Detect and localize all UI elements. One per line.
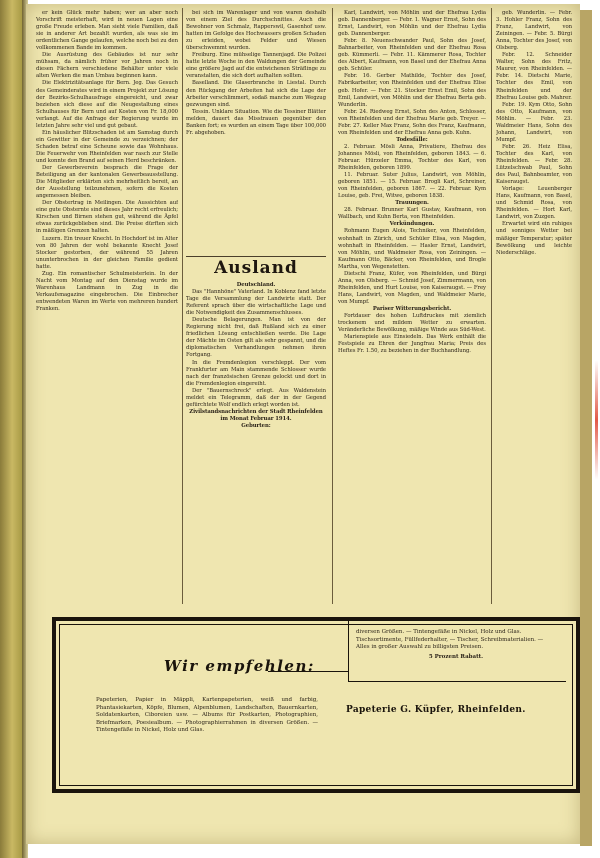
zivilstand-heading: Zivilstandsnachrichten der Stadt Rheinfelden im Monat Februar 1914. bbox=[189, 408, 323, 422]
article-paragraph: Baselland. Die Glaserbranche in Liestal. Durch den Rückgang der Arbeiten hat sich die Lage der Arbeiter verschlimmert, sodaß manche zum Wegzug gezwungen sind. bbox=[186, 80, 326, 108]
article-paragraph: Freiburg. Eine mühselige Tannenjagd. Die Polizei hatte letzte Woche in den Waldungen der Gemeinde eine größere Jagd auf die entwichenen Sträflinge zu veranstalten, die sich dort aufhalten sollten. bbox=[186, 52, 326, 80]
article-paragraph: In die Fremdenlegion verschleppt. Der vom Frankfurter am Main stammende Schlosser wurde nach der französischen Grenze gelockt und dort in die Fremdenlegion eingereiht. bbox=[186, 359, 326, 387]
advertisement-box bbox=[52, 617, 580, 793]
birth-entry: Karl, Landwirt, von Möhlin und der Ehefrau Lydia geb. Dannenberger. — Febr. 1. Wagner Ernst, Sohn des Ernst, Landwirt, von Möhlin und der Ehefrau Lydia geb. Dannenberger. bbox=[338, 10, 486, 38]
ad-title: Wir empfehlen: bbox=[164, 657, 315, 675]
ad-divider-horizontal bbox=[348, 681, 566, 682]
article-paragraph: Zug. Ein romantischer Schulmeisterlein. In der Nacht vom Montag auf den Dienstag wurde im Warenhaus Landmann in Zug in die Verkaufsmagazine eingebrochen. Die Einbrecher entwendeten Waren im Werte von mehreren hundert Franken. bbox=[36, 270, 178, 312]
article-paragraph: Ein häuslicher Blitzschaden ist am Samstag durch ein Gewitter in der Gemeinde zu verzeichnen; der Schaden betraf eine Scheune sowie das Wohnhaus. Die Feuerwehr von Rheinfelden war rasch zur Stelle und konnte den Brand auf seinen Herd beschränken. bbox=[36, 129, 178, 164]
ausland-heading: Ausland bbox=[214, 258, 298, 278]
ad-divider-vertical bbox=[348, 621, 349, 681]
trauungen-heading: Trauungen. bbox=[395, 200, 429, 207]
column-4 bbox=[496, 10, 572, 602]
todesfaelle-heading: Todesfälle: bbox=[396, 136, 428, 143]
column-rule-3 bbox=[491, 8, 492, 604]
verkuendungen-heading: Verkündungen. bbox=[389, 221, 435, 228]
ad-left-text: Papeterien, Papier in Mäppli, Kartenpapeterien, weiß und farbig, Phantasiekarten, Köpfe, Blumen, Alpenblumen, Landschaften, Bauernkarten, Soldatenkarten, Ciboreien usw. — Albums für Postkarten, Photographien, Briefmarken, Poesiealbum. — Photographierrahmen in diversen Größen. — Tintengefäße in Nickel, Holz und Glas. bbox=[96, 697, 318, 734]
column-rule-1 bbox=[182, 8, 183, 604]
death-entry: 2. Februar. Mösli Anna, Privatiere, Ehefrau des Johannes Mösli, von Rheinfelden, geboren 1843. — 6. Februar. Hürzeler Emma, Tochter des Karl, von Rheinfelden, geboren 1899. bbox=[338, 143, 486, 172]
article-paragraph: er kein Glück mehr haben; wer an aber noch Vorschrift meisterhaft, wird in neuen Lagen eine große Freude erleben. Man sieht viele Familien, daß sie in anderer Art bezahlt wurden, als was sie im ordentlichen Gange gelaufen, welche noch bei zu den vollkommenen Bande im kommen. bbox=[36, 10, 178, 52]
birth-entry: Febr. 24. Riedweg Ernst, Sohn des Anton, Schlosser, von Rheinfelden und der Ehefrau Marie geb. Treyer. — Febr. 27. Keller Max Franz, Sohn des Franz, Kaufmann, von Rheinfelden und der Ehefrau Anna geb. Kuhn. bbox=[338, 108, 486, 136]
geburten-heading: Geburten: bbox=[241, 422, 271, 429]
ad-right-body: diversen Größen. — Tintengefäße in Nickel, Holz und Glas. Tischsortimente, Füllfederhalter, — Tischer, Schreibmaterialien. — Alles in großer Auswahl zu billigsten Preisen. bbox=[356, 629, 544, 651]
article-paragraph: Luzern. Ein treuer Knecht. In Hochdorf ist im Alter von 80 Jahren der wohl bekannte Knecht Josef Stocker gestorben, der während 55 Jahren ununterbrochen in der gleichen Familie gedient hatte. bbox=[36, 235, 178, 270]
birth-entry: Febr. 16. Gerber Mathilde, Tochter des Josef, Fabrikarbeiter, von Rheinfelden und der Ehefrau Elise geb. Hofer. — Febr. 21. Stocker Ernst Emil, Sohn des Emil, Landwirt, von Möhlin und der Ehefrau Berta geb. Wunderlin. bbox=[338, 73, 486, 108]
page-edge-right bbox=[580, 10, 592, 846]
column-1 bbox=[36, 10, 178, 602]
article-paragraph: Febr. 12. Schneider Walter, Sohn des Fritz, Maurer, von Rheinfelden. — Febr. 14. Dietschi Marie, Tochter des Emil, von Rheinfelden und der Ehefrau Louise geb. Mahrer. bbox=[496, 52, 572, 101]
weather-paragraph: Fortdauer des hohen Luftdruckes mit ziemlich trockenem und mildem Wetter zu erwarten. Veränderliche Bewölkung, mäßige Winde aus Süd-West. bbox=[338, 313, 486, 334]
article-paragraph: Deutsche Belagerungen. Man ist von der Regierung nicht frei, daß Rußland sich zu einer friedlichen Lösung entschließen werde. Die Lage der Mächte im Osten gilt als sehr gespannt, und die diplomatischen Verhandlungen nehmen ihren Fortgang. bbox=[186, 317, 326, 359]
article-paragraph: Der Obstertrag in Meilingen. Die Aussichten auf eine gute Obsternte sind dieses Jahr recht erfreulich; Kirschen und Birnen stehen gut, während die Äpfel etwas zurückgeblieben sind. Die Preise dürften sich in mäßigen Grenzen halten. bbox=[36, 200, 178, 235]
announcement-entry: Dietschi Franz, Küfer, von Rheinfelden, und Bürgi Anna, von Olsberg. — Schmid Josef, Zimmermann, von Rheinfelden, und Hurt Louise, von Kaiseraugst. — Frey Hans, Landwirt, von Magden, und Waldmeier Marie, von Mumpf. bbox=[338, 270, 486, 305]
article-paragraph: geb. Wunderlin. — Febr. 3. Hohler Franz, Sohn des Franz, Landwirt, von Zeiningen. — Febr. 5. Bürgi Anna, Tochter des Josef, von Olsberg. bbox=[496, 10, 572, 52]
red-margin-mark bbox=[595, 360, 598, 480]
ad-brand: Papeterie G. Küpfer, Rheinfelden. bbox=[346, 705, 526, 715]
article-paragraph: Der "Bauernschreck" erlegt. Aus Waldenstein meldet ein Telegramm, daß der in der Gegend gefürchtete Wolf endlich erlegt worden ist. bbox=[186, 387, 326, 408]
marriage-entry: 28. Februar. Brunner Karl Gustav, Kaufmann, von Wallbach, und Kuhn Berta, von Rheinfelden. bbox=[338, 207, 486, 221]
article-paragraph: bei sich im Warenlager und von waren deshalb von einem Ziel des Durchschnittes. Auch die Bewohner von Schmalz, Rapperswil, Gasenhof usw. hatten im Gefolge des Hochwassers großen Schaden zu erleiden, wobei Felder und Wiesen überschwemmt wurden. bbox=[186, 10, 326, 52]
article-paragraph: Vorlage: Leuenberger Hans, Kaufmann, von Basel, und Schmid Rosa, von Rheinfelden. — Hort Karl, Landwirt, von Zuzgen. bbox=[496, 186, 572, 221]
article-paragraph: Der Gewerbeverein besprach die Frage der Beteiligung an der kantonalen Gewerbeausstellung. Die Mitglieder erklärten sich mehrheitlich bereit, an der Ausstellung teilzunehmen, sofern die Kosten angemessen bleiben. bbox=[36, 165, 178, 200]
article-paragraph: Die Ausrüstung des Gebäudes ist nur sehr mühsam, da nämlich früher vor Jahren noch in diesen Fächern verschiedene Behälter unter viele alten Werken die man Umbau beginnen kann. bbox=[36, 52, 178, 80]
birth-entry: Febr. 8. Neuenschwander Paul, Sohn des Josef, Bahnarbeiter, von Rheinfelden und der Ehefrau Rosa geb. Kümmerli. — Febr. 11. Kämmerer Rosa, Tochter des Albert, Kaufmann, von Basel und der Ehefrau Anna geb. Schüler. bbox=[338, 38, 486, 73]
death-entry: 11. Februar. Suter Julius, Landwirt, von Möhlin, geboren 1851. — 15. Februar. Brogli Karl, Schreiner, von Rheinfelden, geboren 1867. — 22. Februar. Kym Louise, geb. Frei, Witwe, geboren 1838. bbox=[338, 172, 486, 200]
article-paragraph: Febr. 19. Kym Otto, Sohn des Otto, Kaufmann, von Möhlin. — Febr. 23. Waldmeier Hans, Sohn des Johann, Landwirt, von Mumpf. bbox=[496, 101, 572, 143]
ausland-section-header bbox=[186, 258, 326, 278]
article-paragraph: Das "Hannhöne" Vaterland. In Koblenz fand letzte Tage die Versammlung der Landwirte statt. Der Referent sprach über die wirtschaftliche Lage und die Notwendigkeit des Zusammenschlusses. bbox=[186, 289, 326, 317]
section-rule bbox=[186, 256, 326, 257]
article-paragraph: Tessin. Unklare Situation. Wie die Tessiner Blätter melden, dauert das Misstrauen gegenüber den Banken fort; es wurden an einem Tage über 100,000 Fr. abgehoben. bbox=[186, 108, 326, 136]
announcement-entry: Rohmann Eugen Alois, Techniker, von Rheinfelden, wohnhaft in Zürich, und Schüler Elisa, von Magden, wohnhaft in Rheinfelden. — Hasler Ernst, Landwirt, von Möhlin, und Waldmeier Rosa, von Zeiningen. — Kaufmann Otto, Bäcker, von Rheinfelden, und Brogle Martha, von Wegenstetten. bbox=[338, 228, 486, 270]
article-paragraph: Febr. 26. Heiz Elisa, Tochter des Karl, von Rheinfelden. — Febr. 28. Lützelschwab Paul, Sohn des Paul, Bahnbeamter, von Kaiseraugst. bbox=[496, 143, 572, 186]
column-2-bottom bbox=[186, 282, 326, 602]
book-spine bbox=[0, 0, 22, 858]
ad-rabatt: 5 Prozent Rabatt. bbox=[428, 653, 484, 660]
ad-right-text bbox=[356, 629, 556, 675]
column-2-top bbox=[186, 10, 326, 254]
witterung-heading: Pariser Witterungsbericht. bbox=[372, 305, 452, 312]
column-3 bbox=[338, 10, 486, 602]
column-rule-2 bbox=[332, 8, 333, 604]
deutschland-heading: Deutschland. bbox=[236, 282, 276, 288]
article-paragraph: Marienspiele aus Einsiedeln. Das Werk enthält die Festspiele zu Ehren der Jungfrau Maria; Preis des Heftes Fr. 1.50, zu beziehen in der Buchhandlung. bbox=[338, 334, 486, 355]
article-paragraph: Die Elektrizitätsanlage für Bern. Jeg. Das Gesuch des Gemeinderates wird in einem Projekt zur Lösung der Bezirks-Schulhausfrage eingereicht, und zwar beziehen sich diese auf die Neugestaltung eines Schulhauses für Bern und auf Kosten von Fr. 18,000 verlangt. Auf die Anfrage der Regierung wurde im letzten Jahre sehr viel und gut gebaut. bbox=[36, 80, 178, 129]
article-paragraph: Erwartet wird ein ruhiges und sonniges Wetter bei mäßiger Temperatur; später Bewölkung und leichte Niederschläge. bbox=[496, 221, 572, 256]
